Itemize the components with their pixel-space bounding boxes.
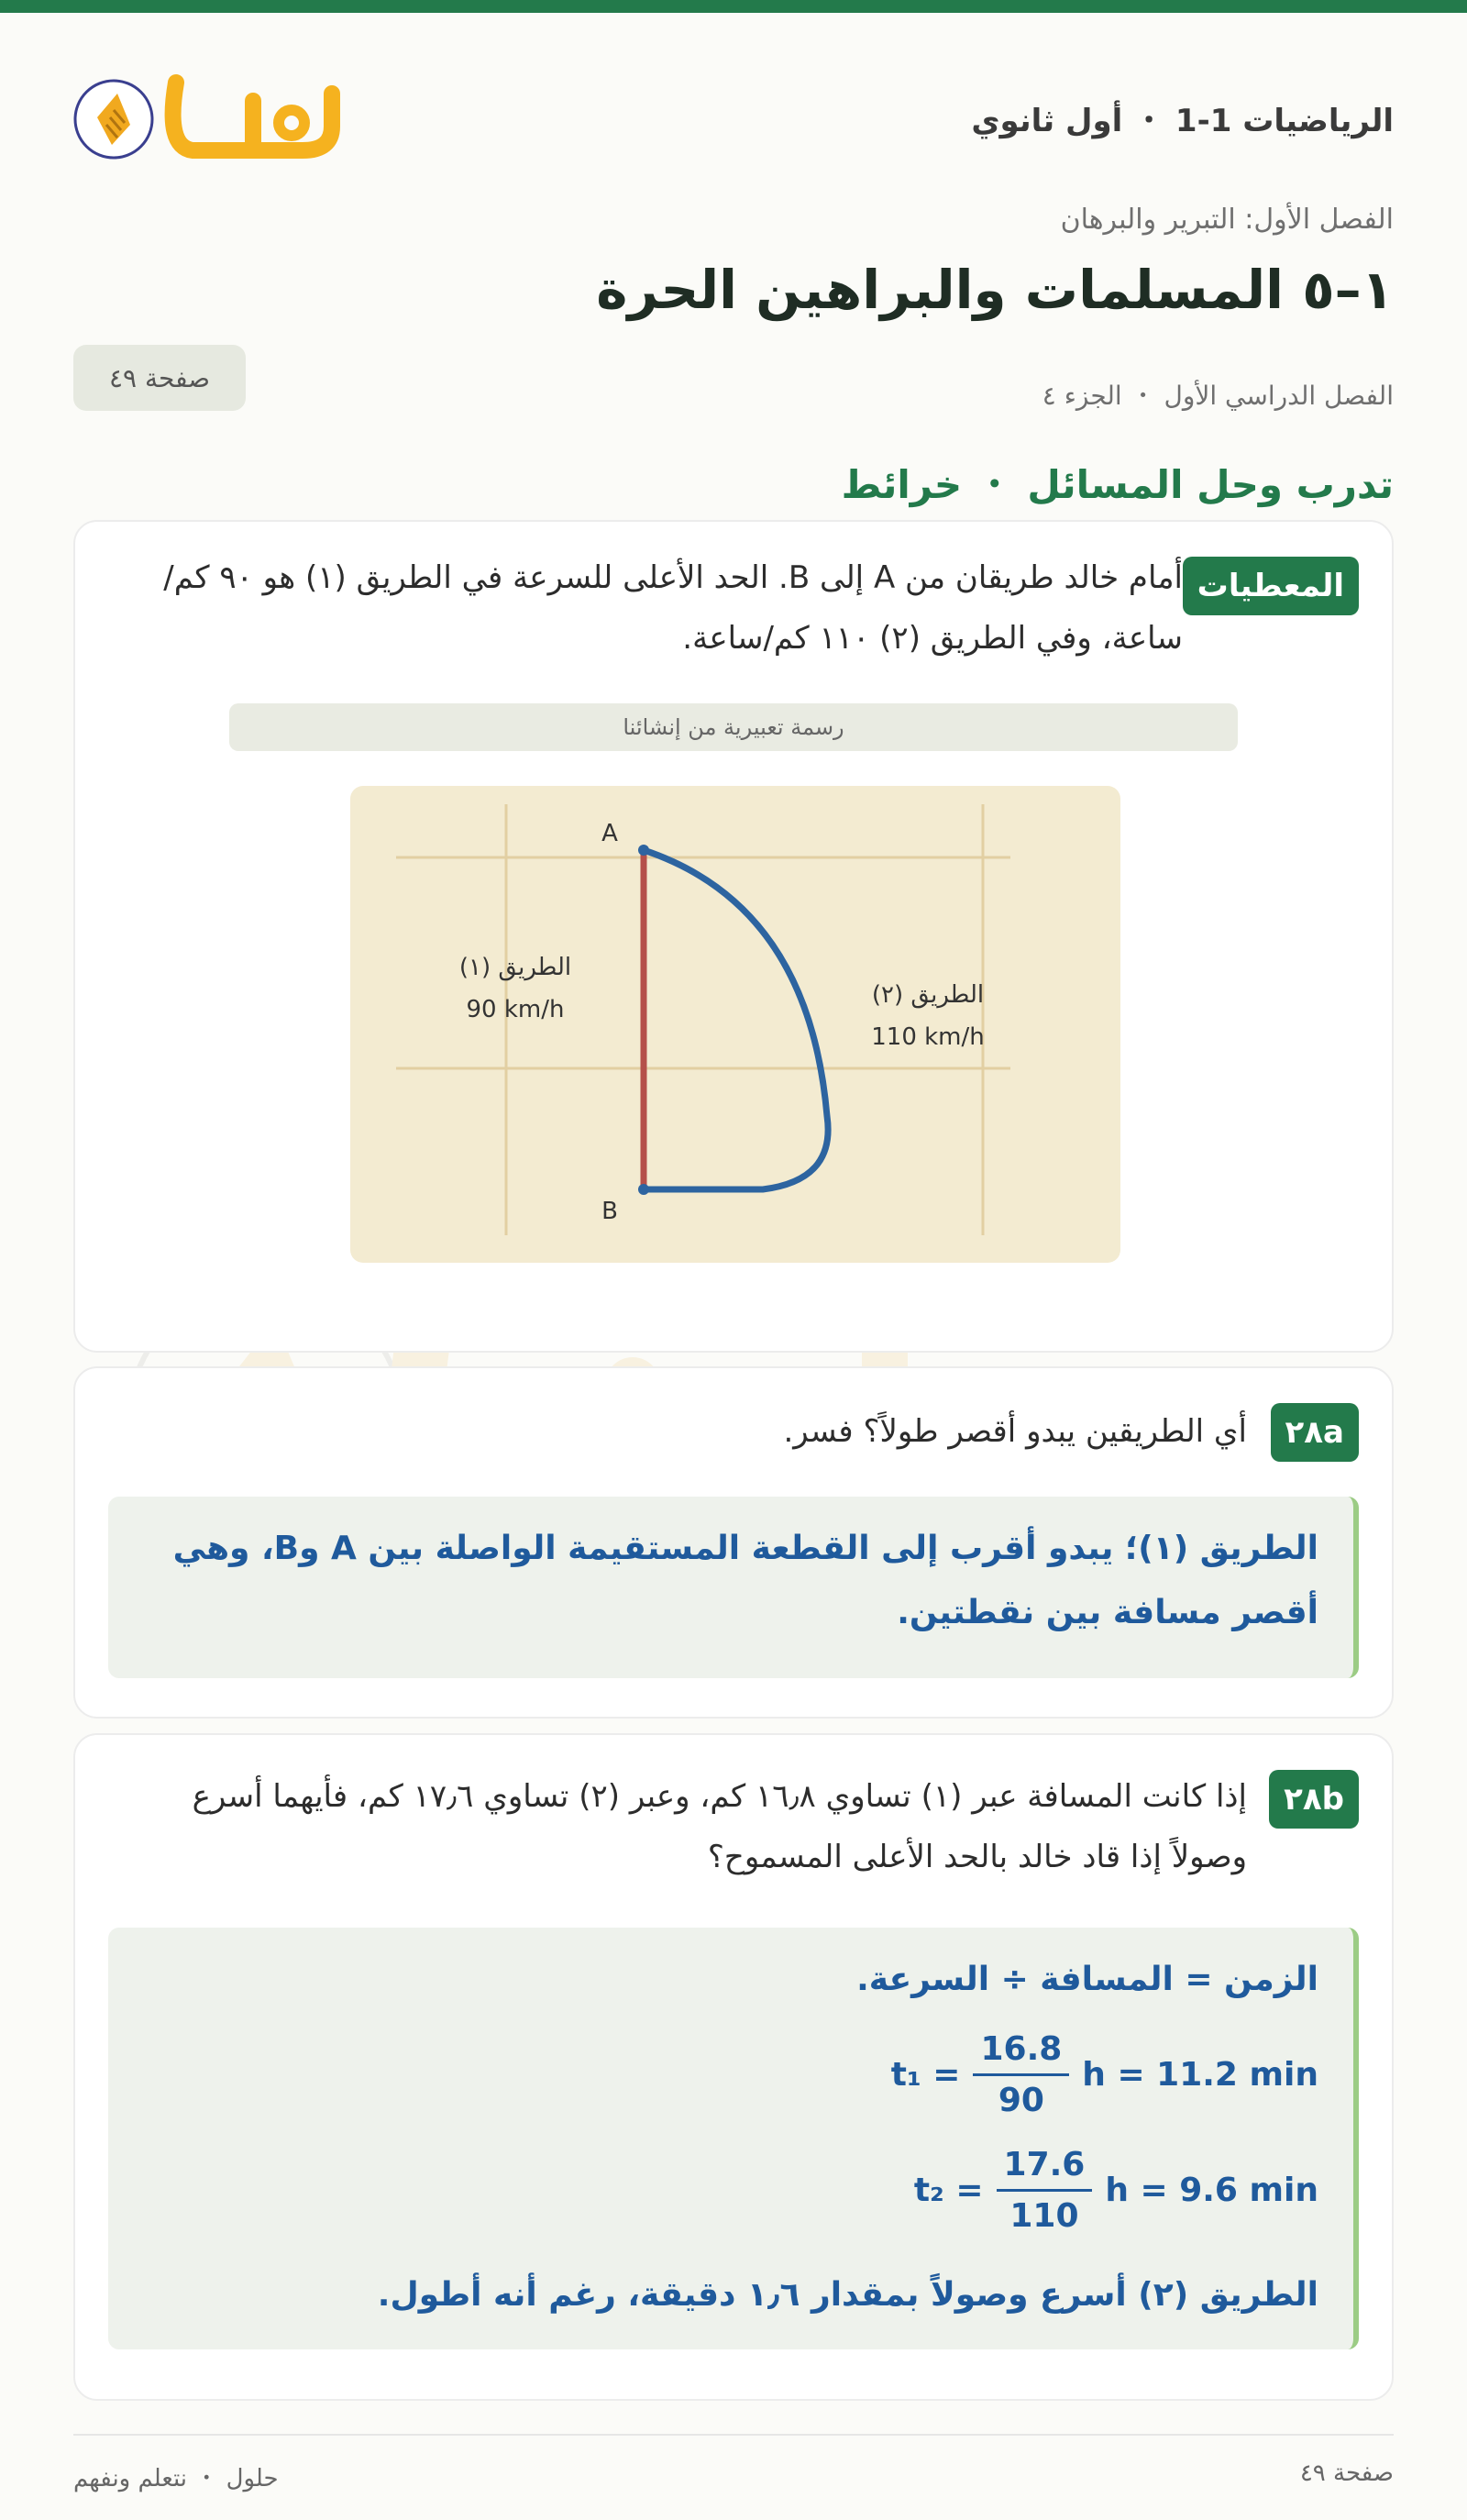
question-28b-text: إذا كانت المسافة عبر (١) تساوي ١٦٫٨ كم، وعبر (٢) تساوي ١٧٫٦ كم، فأيهما أسرع وصولاً إذا قاد خالد بالحد الأعلى المسموح؟ — [192, 1778, 1247, 1875]
given-tag: المعطيات — [1183, 557, 1359, 615]
answer-28a: الطريق (١)؛ يبدو أقرب إلى القطعة المستقيمة الواصلة بين A وB، وهي أقصر مسافة بين نقطتين. — [108, 1497, 1359, 1678]
roads-diagram — [350, 786, 1120, 1263]
chapter-label: الفصل الأول: التبرير والبرهان — [1060, 204, 1394, 236]
header — [73, 13, 1394, 215]
footer-divider — [73, 2434, 1394, 2436]
given-text: أمام خالد طريقان من A إلى B. الحد الأعلى للسرعة في الطريق (١) هو ٩٠ كم/ساعة، وفي الطريق (٢) ١١٠ كم/ساعة. — [163, 559, 1183, 657]
point-b-dot — [638, 1184, 649, 1195]
fraction-t1-denominator: 90 — [998, 2082, 1044, 2119]
term-label: الفصل الدراسي الأول ・ الجزء ٤ — [1042, 381, 1394, 411]
point-a-dot — [638, 845, 649, 856]
page-title: ١–٥ المسلمات والبراهين الحرة — [596, 259, 1394, 321]
given-card — [73, 520, 1394, 1353]
question-28a-tag: ٢٨a — [1271, 1403, 1359, 1462]
question-28b-card — [73, 1733, 1394, 2401]
equation-t2-rhs: h = 9.6 min — [1105, 2172, 1318, 2209]
page-badge: صفحة ٤٩ — [73, 345, 246, 411]
point-a-label: A — [601, 820, 618, 847]
diagram-caption: رسمة تعبيرية من إنشائنا — [229, 703, 1238, 751]
conclusion-line: الطريق (٢) أسرع وصولاً بمقدار ١٫٦ دقيقة، رغم أنه أطول. — [377, 2276, 1318, 2314]
point-b-label: B — [601, 1198, 618, 1225]
equation-t1-rhs: h = 11.2 min — [1082, 2056, 1318, 2094]
section-title: تدرب وحل المسائل ・ خرائط — [841, 462, 1394, 507]
top-accent-bar — [0, 0, 1467, 13]
fraction-t2-numerator: 17.6 — [997, 2146, 1093, 2192]
answer-28b — [108, 1928, 1359, 2349]
question-28b-tag: ٢٨b — [1269, 1770, 1359, 1829]
equation-t1 — [891, 2030, 1318, 2119]
road-2-speed: 110 km/h — [871, 1023, 985, 1051]
equation-t2-lhs: t₂ = — [913, 2172, 984, 2209]
road-2-label: الطريق (٢) — [871, 981, 985, 1009]
equation-t1-lhs: t₁ = — [890, 2056, 961, 2094]
fraction-t2-denominator: 110 — [1009, 2197, 1079, 2235]
road-1-label: الطريق (١) — [458, 954, 572, 981]
fraction-t2 — [997, 2146, 1093, 2235]
question-28a-card — [73, 1366, 1394, 1719]
equation-t2 — [914, 2146, 1318, 2235]
question-28a-text: أي الطريقين يبدو أقصر طولاً؟ فسر. — [783, 1413, 1247, 1450]
footer-page: صفحة ٤٩ — [1299, 2459, 1394, 2487]
hulool-logo[interactable] — [73, 59, 348, 178]
fraction-t1-numerator: 16.8 — [973, 2030, 1069, 2076]
road-1-speed: 90 km/h — [466, 996, 565, 1023]
fraction-t1 — [973, 2030, 1069, 2119]
page — [73, 13, 1394, 2492]
footer-brand: حلول ・ نتعلم ونفهم — [73, 2465, 279, 2492]
formula-line: الزمن = المسافة ÷ السرعة. — [856, 1961, 1318, 1998]
subject-label: الرياضيات 1-1 ・ أول ثانوي — [971, 103, 1394, 139]
